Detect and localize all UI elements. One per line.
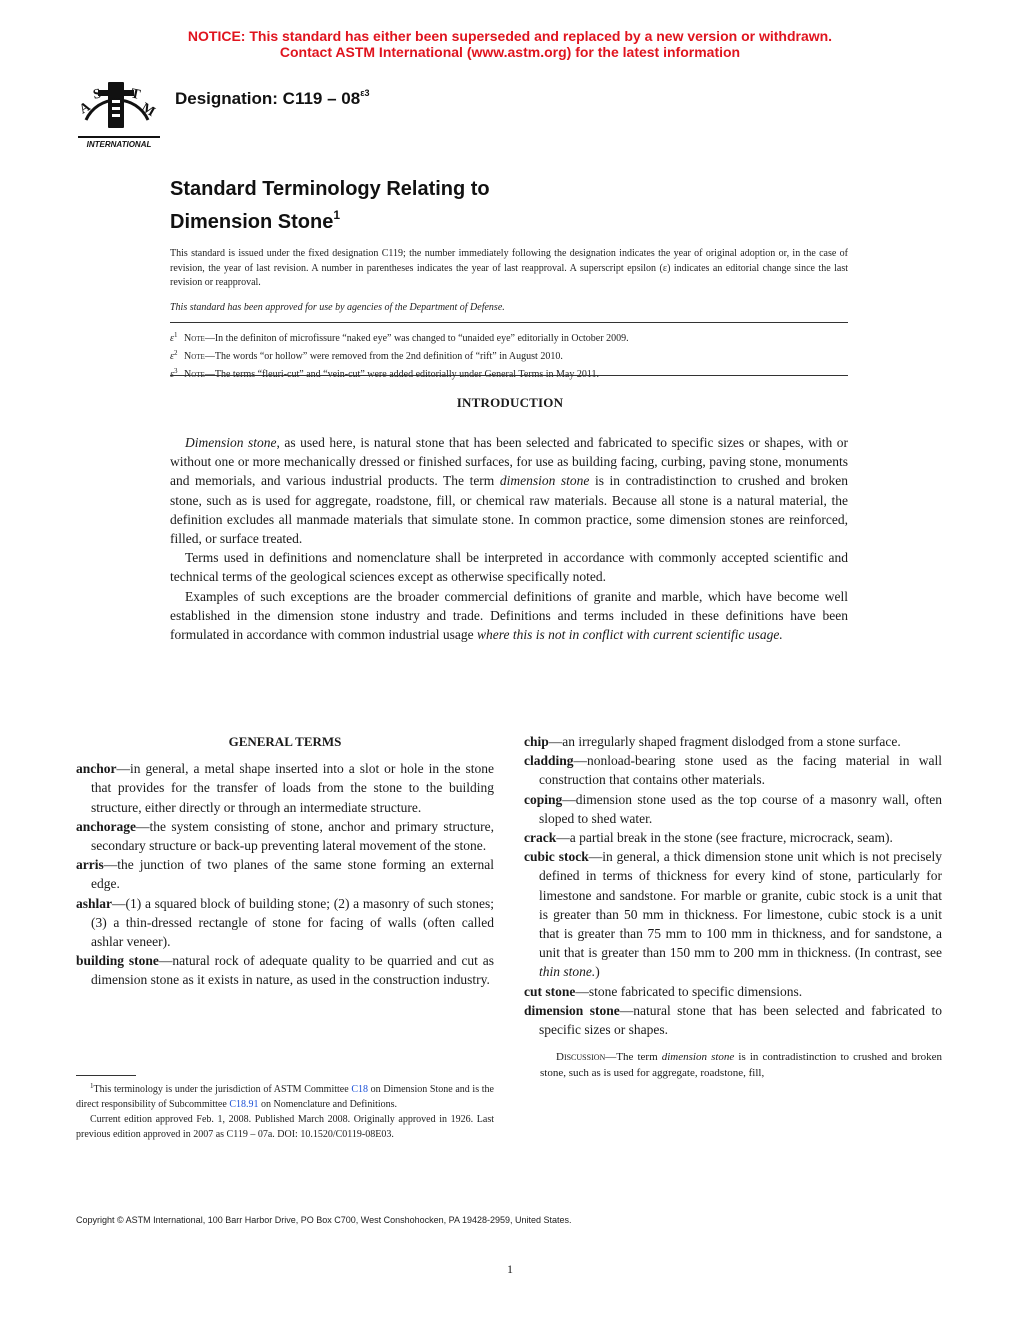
notice-line-1: NOTICE: This standard has either been superseded and replaced by a new version or withdrawn. bbox=[187, 28, 833, 44]
term-entry: cut stone—stone fabricated to specific dimensions. bbox=[524, 983, 803, 999]
term-entry: anchor—in general, a metal shape inserted into a slot or hole in the stone that provides for the transfer of loads from the stone to the building structure, either directly or through an intermediate structure. bbox=[76, 761, 494, 815]
terms-column-right bbox=[524, 732, 942, 1081]
footnote-1: $^1$This terminology is under the jurisdiction of ASTM Committee C18 on Dimension Stone and is the direct responsibility of Subcommittee C18.91 on Nomenclature and Definitions. bbox=[76, 1082, 494, 1110]
subcommittee-c18-91-link[interactable]: C18.91 bbox=[229, 1099, 259, 1110]
svg-text:S: S bbox=[91, 86, 103, 103]
term-entry: chip—an irregularly shaped fragment dislodged from a stone surface. bbox=[524, 734, 901, 749]
title-line-1: Standard Terminology Relating to bbox=[170, 178, 490, 200]
svg-text:T: T bbox=[129, 86, 142, 104]
svg-text:M: M bbox=[138, 100, 158, 121]
term-entry: cladding—nonload-bearing stone used as the facing material in wall construction that contains other materials. bbox=[524, 753, 942, 788]
rule-bottom bbox=[170, 375, 848, 376]
intro-paragraph-1: Dimension stone, as used here, is natural stone that has been selected and fabricated to specific sizes or shapes, with or without one or more mechanically dressed or finished surfaces, for use as building facing, curbing, paving stone, monuments and memorials, and various industrial products. The term dimension stone is in contradistinction to crushed and broken stone, such as is used for aggregate, roadstone, fill, or chemical raw materials. Because all stone is a natural material, the definition excludes all manmade materials that simulate stone. In common practice, some dimension stones are reinforced, filled, or surface treated. bbox=[170, 435, 848, 547]
introduction-body bbox=[170, 433, 848, 644]
issuance-statement: This standard is issued under the fixed designation C119; the number immediately following the designation indicates the year of original adoption or, in the case of revision, the year of last revision. A number in parentheses indicates the year of last reapproval. A superscript epsilon (ε) indicates an editorial change since the last revision or reapproval. bbox=[170, 248, 848, 289]
general-terms-heading: GENERAL TERMS bbox=[228, 734, 342, 749]
intro-paragraph-3: Examples of such exceptions are the broader commercial definitions of granite and marble, which have become well established in the dimension stone industry and trade. Definitions and terms included in these definitions have been formulated in accordance with common industrial usage where this is not in conflict with current scientific usage. bbox=[170, 588, 848, 643]
copyright-line: Copyright © ASTM International, 100 Barr Harbor Drive, PO Box C700, West Conshohocken, PA 19428-2959, United States. bbox=[76, 1215, 572, 1225]
introduction-heading: INTRODUCTION bbox=[456, 395, 564, 410]
term-entry: crack—a partial break in the stone (see fracture, microcrack, seam). bbox=[524, 830, 893, 846]
discussion-note: Discussion—The term dimension stone is in contradistinction to crushed and broken stone, such as is used for aggregate, roadstone, fill, bbox=[540, 1051, 942, 1080]
title-line-2: Dimension Stone$^1$ bbox=[170, 208, 341, 233]
term-entry: dimension stone—natural stone that has been selected and fabricated to specific sizes or shapes. bbox=[524, 1002, 942, 1038]
dod-approval: This standard has been approved for use by agencies of the Department of Defense. bbox=[170, 302, 505, 313]
page-number: 1 bbox=[507, 1262, 513, 1276]
svg-text:INTERNATIONAL: INTERNATIONAL bbox=[86, 140, 152, 149]
designation: Designation: $C119 - 08^{\varepsilon 3}$ bbox=[175, 88, 370, 108]
term-entry: coping—dimension stone used as the top course of a masonry wall, often sloped to shed water. bbox=[524, 791, 942, 826]
notice-line-2: Contact ASTM International (www.astm.org) for the latest information bbox=[279, 44, 741, 60]
editorial-notes bbox=[170, 328, 848, 382]
editorial-note-1: $\varepsilon^1$ Note—In the definiton of microfissure “naked eye” was changed to “unaided eye” editorially in October 2009. bbox=[170, 331, 629, 344]
svg-text:A: A bbox=[77, 99, 94, 118]
term-entry: cubic stock—in general, a thick dimension stone unit which is not precisely defined in terms of thickness for every kind of stone, particularly for limestone and sandstone. For marble or granite, cubic stock is a unit that is greater than 50 mm in thickness. For limestone, cubic stock is a unit that is greater than 75 mm to 100 mm in thickness, and for sandstone, a unit that is greater than 150 mm to 200 mm in thickness. (In contrast, see thin stone.) bbox=[524, 849, 942, 980]
document-title bbox=[170, 176, 490, 235]
superseded-notice bbox=[0, 28, 1020, 60]
term-entry: building stone—natural rock of adequate quality to be quarried and cut as dimension stone as it exists in nature, as used in the construction industry. bbox=[76, 953, 494, 988]
footnote-edition: Current edition approved Feb. 1, 2008. Published March 2008. Originally approved in 1926. Last previous edition approved in 2007 as C119 – 07a. DOI: 10.1520/C0119-08E03. bbox=[76, 1114, 494, 1140]
committee-c18-link[interactable]: C18 bbox=[351, 1084, 369, 1095]
term-entry: ashlar—(1) a squared block of building stone; (2) a masonry of such stones; (3) a thin-dressed rectangle of stone for facing of walls (often called ashlar veneer). bbox=[76, 895, 494, 950]
editorial-note-2: $\varepsilon^2$ Note—The words “or hollow” were removed from the 2nd definition of “rift” in August 2010. bbox=[170, 349, 563, 362]
editorial-note-3: $\varepsilon^3$ Note—The terms “fleuri-cut” and “vein-cut” were added editorially under General Terms in May 2011. bbox=[170, 367, 599, 380]
terms-column-left bbox=[76, 732, 494, 990]
astm-logo bbox=[76, 76, 162, 152]
designation-epsilon: ε3 bbox=[360, 88, 370, 98]
title-footnote-mark: 1 bbox=[333, 208, 341, 222]
intro-paragraph-2: Terms used in definitions and nomenclature shall be interpreted in accordance with commonly accepted scientific and technical terms of the geological sciences except as otherwise specifically noted. bbox=[170, 550, 848, 585]
rule-top bbox=[170, 322, 848, 323]
footnotes bbox=[76, 1079, 494, 1142]
term-entry: arris—the junction of two planes of the same stone forming an external edge. bbox=[76, 857, 494, 892]
footnote-rule bbox=[76, 1075, 136, 1076]
term-entry: anchorage—the system consisting of stone, anchor and primary structure, secondary structure or back-up preventing lateral movement of the stone. bbox=[76, 818, 494, 854]
